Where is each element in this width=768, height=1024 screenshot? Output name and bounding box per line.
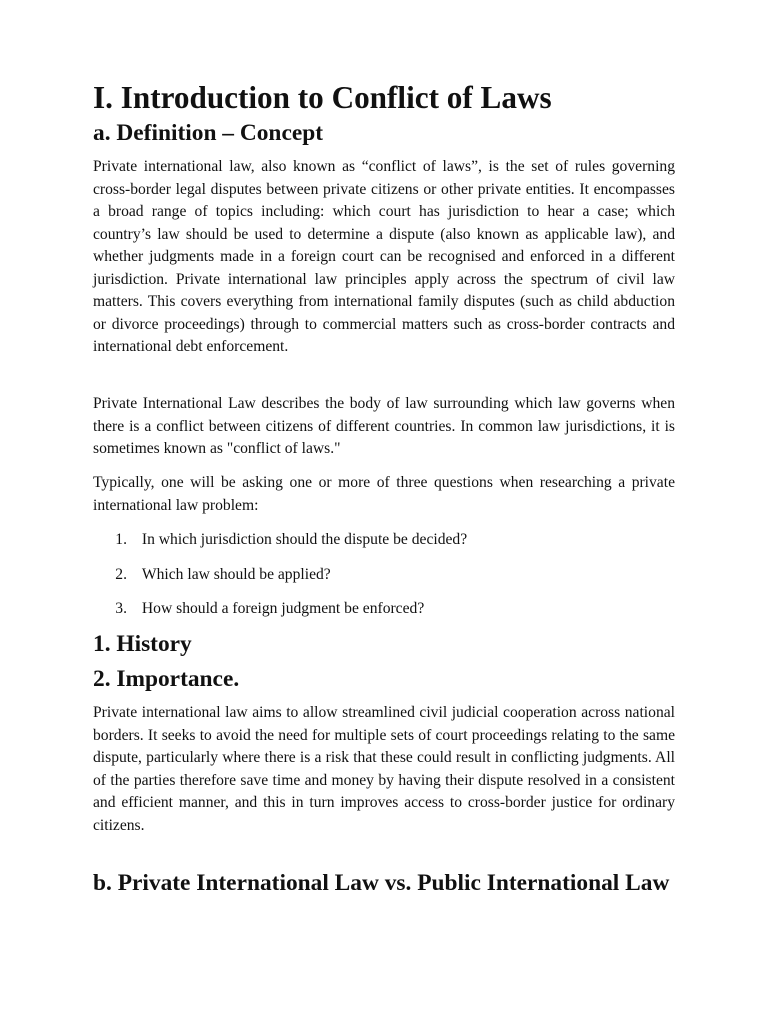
history-heading: 1. History: [93, 631, 192, 657]
list-item: [93, 598, 424, 621]
pil-description-paragraph: Private International Law describes the body of law surrounding which law governs when there is a conflict between citizens of different countries. In common law jurisdictions, it is sometimes known as "conflict of laws.": [93, 395, 675, 457]
list-item-text: Which law should be applied?: [141, 566, 331, 583]
list-item-number: 3.: [115, 600, 127, 617]
section-a-heading: a. Definition – Concept: [93, 120, 324, 146]
list-item: [93, 529, 467, 552]
list-item-text: How should a foreign judgment be enforced?: [141, 600, 425, 617]
questions-intro-paragraph: Typically, one will be asking one or more of three questions when researching a private international law problem:: [93, 474, 675, 514]
section-b-heading: b. Private International Law vs. Public International Law: [93, 870, 670, 896]
list-item-number: 2.: [115, 566, 127, 583]
list-item-text: In which jurisdiction should the dispute be decided?: [141, 531, 468, 548]
importance-heading: 2. Importance.: [93, 666, 240, 692]
list-item: [93, 564, 331, 587]
importance-paragraph: Private international law aims to allow streamlined civil judicial cooperation across national borders. It seeks to avoid the need for multiple sets of court proceedings relating to the same dispute, particularly where there is a risk that these could result in conflicting judgments. All of the parties therefore save time and money by having their dispute resolved in a consistent and efficient manner, and this in turn improves access to cross-border justice for ordinary citizens.: [93, 704, 675, 834]
document-page: [93, 0, 675, 1024]
list-item-number: 1.: [115, 531, 127, 548]
definition-paragraph: Private international law, also known as “conflict of laws”, is the set of rules governing cross-border legal disputes between private citizens or other private entities. It encompasses a broad range of topics including: which court has jurisdiction to hear a case; which country’s law should be used to determine a dispute (also known as applicable law), and whether judgments made in a foreign court can be recognised and enforced in a different jurisdiction. Private international law principles apply across the spectrum of civil law matters. This covers everything from international family disputes (such as child abduction or divorce proceedings) through to commercial matters such as cross-border contracts and international debt enforcement.: [93, 158, 675, 355]
document-title: I. Introduction to Conflict of Laws: [93, 80, 552, 115]
